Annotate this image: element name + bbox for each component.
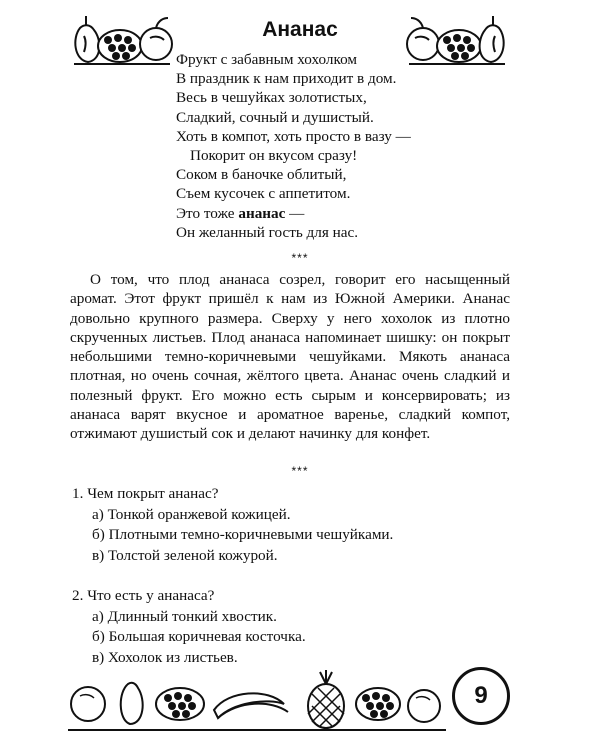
page-number: 9 [452, 667, 510, 725]
question: 1. Чем покрыт ананас? [72, 485, 219, 502]
poem-line [176, 204, 411, 223]
answer-option: а) Тонкой оранжевой кожицей. [92, 505, 291, 523]
poem-line: Хоть в компот, хоть просто в вазу — [176, 127, 411, 145]
poem-line: Он желанный гость для нас. [176, 223, 359, 241]
answer-option: а) Длинный тонкий хвостик. [92, 607, 277, 625]
answer-option: б) Плотными темно-коричневыми чешуйками. [92, 526, 394, 543]
answer-option: в) Хохолок из листьев. [92, 648, 238, 666]
poem-line-suffix: — [285, 204, 305, 222]
separator: *** [291, 464, 309, 478]
answer-option: б) Большая коричневая косточка. [92, 628, 306, 645]
poem-line: Съем кусочек с аппетитом. [176, 185, 351, 203]
separator: *** [291, 251, 309, 265]
poem-line: Сладкий, сочный и душистый. [176, 108, 374, 126]
poem-line: В праздник к нам приходит в дом. [176, 70, 397, 88]
fruit-garland-bottom-icon [68, 670, 446, 732]
poem-line: Весь в чешуйках золотистых, [176, 89, 367, 107]
questions [72, 484, 512, 668]
page-title: Ананас [262, 18, 338, 41]
question: 2. Что есть у ананаса? [72, 587, 215, 604]
poem [176, 50, 411, 242]
body-paragraph: О том, что плод ананаса созрел, говорит его насыщенный аромат. Этот фрукт пришёл к нам из Южной Америки. Ананас довольно крупного размера. Сверху у него хохолок из плотно скрученных листьев. Плод ананаса напоминает шишку: он покрыт небольшими темно-коричневыми чешуйками. Мякоть ананаса плотная, но очень сочная, жёлтого цвета. Ананас очень сладкий и полезный фрукт. Его можно есть сырым и консервировать; из ананаса варят вкусное и ароматное варенье, сладкий компот, отжимают душистый сок и делают начинку для конфет. [70, 271, 510, 443]
answer-option: в) Толстой зеленой кожурой. [92, 546, 278, 564]
poem-keyword: ананас [238, 204, 286, 222]
poem-line: Фрукт с забавным хохолком [176, 51, 357, 68]
poem-line: Соком в баночке облитый, [176, 166, 347, 184]
poem-line-prefix: Это тоже [176, 204, 239, 222]
poem-line: Покорит он вкусом сразу! [190, 147, 358, 165]
